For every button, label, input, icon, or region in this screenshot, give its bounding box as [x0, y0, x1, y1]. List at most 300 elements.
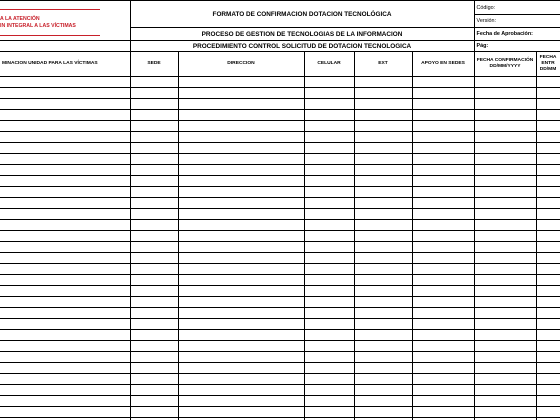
cell-unit-name[interactable] — [0, 165, 130, 176]
cell-fecha-confirmacion[interactable] — [474, 374, 536, 385]
cell-unit-name[interactable] — [0, 330, 130, 341]
table-row — [0, 341, 560, 352]
table-row — [0, 275, 560, 286]
cell-direccion[interactable] — [178, 176, 304, 187]
cell-apoyo-en-sedes[interactable] — [412, 319, 474, 330]
cell-fecha-confirmacion[interactable] — [474, 385, 536, 396]
cell-sede[interactable] — [130, 198, 178, 209]
table-row — [0, 209, 560, 220]
cell-fecha-entrega[interactable] — [536, 341, 560, 352]
cell-fecha-entrega[interactable] — [536, 77, 560, 88]
cell-sede[interactable] — [130, 275, 178, 286]
cell-direccion[interactable] — [178, 264, 304, 275]
cell-direccion[interactable] — [178, 385, 304, 396]
cell-celular[interactable] — [304, 319, 354, 330]
cell-celular[interactable] — [304, 297, 354, 308]
cell-apoyo-en-sedes[interactable] — [412, 198, 474, 209]
table-row — [0, 220, 560, 231]
cell-sede[interactable] — [130, 110, 178, 121]
cell-fecha-confirmacion[interactable] — [474, 165, 536, 176]
cell-ext[interactable] — [354, 176, 412, 187]
cell-ext[interactable] — [354, 352, 412, 363]
cell-fecha-confirmacion[interactable] — [474, 110, 536, 121]
cell-sede[interactable] — [130, 286, 178, 297]
cell-ext[interactable] — [354, 77, 412, 88]
column-header-fecha-confirmacion: FECHA CONFIRMACIÓN DD/MM/YYYY — [474, 52, 536, 77]
cell-sede[interactable] — [130, 308, 178, 319]
table-row — [0, 308, 560, 319]
cell-apoyo-en-sedes[interactable] — [412, 176, 474, 187]
process-title: PROCESO DE GESTION DE TECNOLOGIAS DE LA INFORMACION — [130, 28, 474, 41]
cell-direccion[interactable] — [178, 99, 304, 110]
cell-apoyo-en-sedes[interactable] — [412, 308, 474, 319]
cell-ext[interactable] — [354, 286, 412, 297]
cell-sede[interactable] — [130, 132, 178, 143]
cell-unit-name[interactable] — [0, 319, 130, 330]
cell-apoyo-en-sedes[interactable] — [412, 165, 474, 176]
column-header-fecha-entrega: FECHA ENTR DD/MM — [536, 52, 560, 77]
cell-fecha-entrega[interactable] — [536, 187, 560, 198]
cell-fecha-confirmacion[interactable] — [474, 363, 536, 374]
cell-ext[interactable] — [354, 198, 412, 209]
table-row — [0, 198, 560, 209]
cell-ext[interactable] — [354, 220, 412, 231]
cell-fecha-confirmacion[interactable] — [474, 297, 536, 308]
cell-ext[interactable] — [354, 88, 412, 99]
cell-sede[interactable] — [130, 176, 178, 187]
cell-fecha-confirmacion[interactable] — [474, 187, 536, 198]
cell-fecha-entrega[interactable] — [536, 165, 560, 176]
cell-apoyo-en-sedes[interactable] — [412, 110, 474, 121]
cell-celular[interactable] — [304, 385, 354, 396]
cell-sede[interactable] — [130, 363, 178, 374]
cell-celular[interactable] — [304, 253, 354, 264]
cell-direccion[interactable] — [178, 253, 304, 264]
column-header-row — [0, 52, 560, 77]
cell-ext[interactable] — [354, 143, 412, 154]
blank-cell — [0, 41, 130, 52]
cell-fecha-confirmacion[interactable] — [474, 396, 536, 407]
cell-celular[interactable] — [304, 242, 354, 253]
cell-unit-name[interactable] — [0, 297, 130, 308]
cell-direccion[interactable] — [178, 297, 304, 308]
cell-ext[interactable] — [354, 99, 412, 110]
cell-fecha-confirmacion[interactable] — [474, 209, 536, 220]
cell-apoyo-en-sedes[interactable] — [412, 341, 474, 352]
cell-apoyo-en-sedes[interactable] — [412, 396, 474, 407]
table-row — [0, 264, 560, 275]
cell-fecha-confirmacion[interactable] — [474, 220, 536, 231]
cell-ext[interactable] — [354, 330, 412, 341]
cell-fecha-entrega[interactable] — [536, 407, 560, 418]
cell-apoyo-en-sedes[interactable] — [412, 187, 474, 198]
cell-sede[interactable] — [130, 253, 178, 264]
cell-sede[interactable] — [130, 143, 178, 154]
cell-celular[interactable] — [304, 407, 354, 418]
cell-celular[interactable] — [304, 220, 354, 231]
cell-sede[interactable] — [130, 121, 178, 132]
cell-celular[interactable] — [304, 264, 354, 275]
version-label: Versión: — [474, 15, 560, 28]
cell-unit-name[interactable] — [0, 242, 130, 253]
cell-apoyo-en-sedes[interactable] — [412, 374, 474, 385]
cell-celular[interactable] — [304, 209, 354, 220]
cell-sede[interactable] — [130, 385, 178, 396]
cell-sede[interactable] — [130, 165, 178, 176]
cell-unit-name[interactable] — [0, 308, 130, 319]
cell-apoyo-en-sedes[interactable] — [412, 297, 474, 308]
cell-apoyo-en-sedes[interactable] — [412, 286, 474, 297]
cell-fecha-entrega[interactable] — [536, 220, 560, 231]
cell-unit-name[interactable] — [0, 385, 130, 396]
table-row — [0, 187, 560, 198]
cell-ext[interactable] — [354, 319, 412, 330]
cell-apoyo-en-sedes[interactable] — [412, 242, 474, 253]
cell-unit-name[interactable] — [0, 209, 130, 220]
table-row — [0, 154, 560, 165]
cell-direccion[interactable] — [178, 187, 304, 198]
cell-direccion[interactable] — [178, 77, 304, 88]
cell-sede[interactable] — [130, 264, 178, 275]
cell-fecha-entrega[interactable] — [536, 385, 560, 396]
cell-unit-name[interactable] — [0, 88, 130, 99]
cell-apoyo-en-sedes[interactable] — [412, 220, 474, 231]
cell-fecha-confirmacion[interactable] — [474, 352, 536, 363]
cell-fecha-entrega[interactable] — [536, 242, 560, 253]
cell-ext[interactable] — [354, 253, 412, 264]
cell-fecha-entrega[interactable] — [536, 154, 560, 165]
approval-date-label: Fecha de Aprobación: — [474, 28, 560, 41]
cell-direccion[interactable] — [178, 121, 304, 132]
cell-celular[interactable] — [304, 165, 354, 176]
cell-celular[interactable] — [304, 396, 354, 407]
cell-fecha-entrega[interactable] — [536, 297, 560, 308]
cell-fecha-confirmacion[interactable] — [474, 253, 536, 264]
cell-ext[interactable] — [354, 275, 412, 286]
cell-celular[interactable] — [304, 231, 354, 242]
cell-sede[interactable] — [130, 352, 178, 363]
cell-direccion[interactable] — [178, 110, 304, 121]
cell-fecha-confirmacion[interactable] — [474, 198, 536, 209]
table-row — [0, 363, 560, 374]
cell-sede[interactable] — [130, 99, 178, 110]
table-row — [0, 286, 560, 297]
cell-apoyo-en-sedes[interactable] — [412, 264, 474, 275]
cell-ext[interactable] — [354, 231, 412, 242]
cell-fecha-confirmacion[interactable] — [474, 99, 536, 110]
cell-fecha-confirmacion[interactable] — [474, 121, 536, 132]
cell-unit-name[interactable] — [0, 231, 130, 242]
cell-celular[interactable] — [304, 99, 354, 110]
cell-ext[interactable] — [354, 242, 412, 253]
cell-apoyo-en-sedes[interactable] — [412, 330, 474, 341]
table-row — [0, 396, 560, 407]
cell-unit-name[interactable] — [0, 99, 130, 110]
table-row — [0, 143, 560, 154]
column-header-sede: SEDE — [130, 52, 178, 77]
table-row — [0, 319, 560, 330]
logo-area — [0, 1, 130, 41]
cell-unit-name[interactable] — [0, 77, 130, 88]
table-row — [0, 88, 560, 99]
cell-apoyo-en-sedes[interactable] — [412, 143, 474, 154]
cell-celular[interactable] — [304, 176, 354, 187]
cell-fecha-confirmacion[interactable] — [474, 286, 536, 297]
cell-unit-name[interactable] — [0, 264, 130, 275]
cell-unit-name[interactable] — [0, 187, 130, 198]
cell-direccion[interactable] — [178, 88, 304, 99]
cell-fecha-entrega[interactable] — [536, 396, 560, 407]
cell-fecha-entrega[interactable] — [536, 231, 560, 242]
cell-unit-name[interactable] — [0, 341, 130, 352]
cell-fecha-entrega[interactable] — [536, 253, 560, 264]
cell-ext[interactable] — [354, 308, 412, 319]
cell-apoyo-en-sedes[interactable] — [412, 121, 474, 132]
cell-sede[interactable] — [130, 297, 178, 308]
cell-unit-name[interactable] — [0, 121, 130, 132]
cell-apoyo-en-sedes[interactable] — [412, 132, 474, 143]
table-row — [0, 374, 560, 385]
cell-celular[interactable] — [304, 275, 354, 286]
cell-unit-name[interactable] — [0, 176, 130, 187]
cell-unit-name[interactable] — [0, 363, 130, 374]
cell-fecha-entrega[interactable] — [536, 110, 560, 121]
cell-apoyo-en-sedes[interactable] — [412, 352, 474, 363]
cell-celular[interactable] — [304, 286, 354, 297]
cell-ext[interactable] — [354, 396, 412, 407]
cell-ext[interactable] — [354, 209, 412, 220]
cell-apoyo-en-sedes[interactable] — [412, 407, 474, 418]
cell-ext[interactable] — [354, 110, 412, 121]
cell-fecha-confirmacion[interactable] — [474, 242, 536, 253]
column-header-direccion: DIRECCION — [178, 52, 304, 77]
table-row — [0, 99, 560, 110]
table-row — [0, 132, 560, 143]
cell-direccion[interactable] — [178, 242, 304, 253]
table-row — [0, 176, 560, 187]
cell-unit-name[interactable] — [0, 374, 130, 385]
column-header-ext: EXT — [354, 52, 412, 77]
cell-unit-name[interactable] — [0, 220, 130, 231]
cell-unit-name[interactable] — [0, 132, 130, 143]
cell-ext[interactable] — [354, 407, 412, 418]
document-title: FORMATO DE CONFIRMACION DOTACION TECNOLÓGICA — [130, 1, 474, 28]
logo-bottom-rule — [0, 35, 100, 36]
cell-unit-name[interactable] — [0, 143, 130, 154]
cell-celular[interactable] — [304, 77, 354, 88]
cell-sede[interactable] — [130, 407, 178, 418]
cell-apoyo-en-sedes[interactable] — [412, 385, 474, 396]
cell-fecha-confirmacion[interactable] — [474, 143, 536, 154]
cell-direccion[interactable] — [178, 363, 304, 374]
cell-direccion[interactable] — [178, 330, 304, 341]
cell-fecha-entrega[interactable] — [536, 132, 560, 143]
cell-sede[interactable] — [130, 374, 178, 385]
cell-fecha-confirmacion[interactable] — [474, 330, 536, 341]
cell-unit-name[interactable] — [0, 396, 130, 407]
cell-direccion[interactable] — [178, 352, 304, 363]
cell-fecha-confirmacion[interactable] — [474, 308, 536, 319]
cell-apoyo-en-sedes[interactable] — [412, 154, 474, 165]
codigo-label: Código: — [474, 1, 560, 15]
cell-sede[interactable] — [130, 319, 178, 330]
cell-ext[interactable] — [354, 165, 412, 176]
table-row — [0, 77, 560, 88]
cell-celular[interactable] — [304, 187, 354, 198]
column-header-celular: CELULAR — [304, 52, 354, 77]
table-row — [0, 297, 560, 308]
cell-apoyo-en-sedes[interactable] — [412, 275, 474, 286]
cell-sede[interactable] — [130, 88, 178, 99]
cell-sede[interactable] — [130, 396, 178, 407]
cell-direccion[interactable] — [178, 275, 304, 286]
cell-direccion[interactable] — [178, 286, 304, 297]
cell-celular[interactable] — [304, 143, 354, 154]
cell-celular[interactable] — [304, 110, 354, 121]
cell-ext[interactable] — [354, 132, 412, 143]
cell-unit-name[interactable] — [0, 275, 130, 286]
cell-direccion[interactable] — [178, 209, 304, 220]
cell-fecha-confirmacion[interactable] — [474, 231, 536, 242]
cell-fecha-entrega[interactable] — [536, 275, 560, 286]
cell-celular[interactable] — [304, 363, 354, 374]
cell-sede[interactable] — [130, 242, 178, 253]
logo-line-2: IN INTEGRAL A LAS VÍCTIMAS — [0, 23, 76, 29]
cell-unit-name[interactable] — [0, 198, 130, 209]
cell-apoyo-en-sedes[interactable] — [412, 99, 474, 110]
cell-fecha-entrega[interactable] — [536, 264, 560, 275]
cell-unit-name[interactable] — [0, 286, 130, 297]
cell-fecha-entrega[interactable] — [536, 319, 560, 330]
cell-celular[interactable] — [304, 330, 354, 341]
cell-fecha-confirmacion[interactable] — [474, 132, 536, 143]
table-row — [0, 407, 560, 418]
procedure-title: PROCEDIMIENTO CONTROL SOLICITUD DE DOTACION TECNOLOGICA — [130, 41, 474, 52]
cell-unit-name[interactable] — [0, 110, 130, 121]
cell-apoyo-en-sedes[interactable] — [412, 77, 474, 88]
cell-ext[interactable] — [354, 154, 412, 165]
cell-fecha-entrega[interactable] — [536, 374, 560, 385]
cell-apoyo-en-sedes[interactable] — [412, 209, 474, 220]
cell-celular[interactable] — [304, 154, 354, 165]
cell-fecha-confirmacion[interactable] — [474, 275, 536, 286]
column-header-unit-name: MINACION UNIDAD PARA LAS VÍCTIMAS — [0, 52, 130, 77]
cell-celular[interactable] — [304, 374, 354, 385]
cell-fecha-confirmacion[interactable] — [474, 88, 536, 99]
cell-direccion[interactable] — [178, 165, 304, 176]
cell-sede[interactable] — [130, 154, 178, 165]
cell-direccion[interactable] — [178, 319, 304, 330]
cell-fecha-confirmacion[interactable] — [474, 341, 536, 352]
cell-fecha-entrega[interactable] — [536, 88, 560, 99]
table-row — [0, 165, 560, 176]
cell-celular[interactable] — [304, 121, 354, 132]
cell-celular[interactable] — [304, 352, 354, 363]
cell-direccion[interactable] — [178, 154, 304, 165]
cell-fecha-confirmacion[interactable] — [474, 407, 536, 418]
cell-fecha-entrega[interactable] — [536, 363, 560, 374]
logo-line-1: A LA ATENCIÓN — [0, 16, 40, 22]
cell-sede[interactable] — [130, 341, 178, 352]
cell-fecha-entrega[interactable] — [536, 209, 560, 220]
cell-fecha-confirmacion[interactable] — [474, 77, 536, 88]
cell-fecha-entrega[interactable] — [536, 308, 560, 319]
page-label: Pág: — [474, 41, 560, 52]
logo-top-rule — [0, 9, 100, 10]
cell-fecha-confirmacion[interactable] — [474, 319, 536, 330]
cell-ext[interactable] — [354, 297, 412, 308]
cell-apoyo-en-sedes[interactable] — [412, 253, 474, 264]
cell-direccion[interactable] — [178, 132, 304, 143]
cell-direccion[interactable] — [178, 220, 304, 231]
cell-direccion[interactable] — [178, 341, 304, 352]
cell-ext[interactable] — [354, 341, 412, 352]
cell-direccion[interactable] — [178, 231, 304, 242]
cell-celular[interactable] — [304, 341, 354, 352]
cell-fecha-entrega[interactable] — [536, 330, 560, 341]
cell-apoyo-en-sedes[interactable] — [412, 363, 474, 374]
cell-sede[interactable] — [130, 209, 178, 220]
table-row — [0, 253, 560, 264]
cell-fecha-entrega[interactable] — [536, 143, 560, 154]
cell-unit-name[interactable] — [0, 154, 130, 165]
cell-celular[interactable] — [304, 308, 354, 319]
table-row — [0, 385, 560, 396]
cell-direccion[interactable] — [178, 396, 304, 407]
cell-sede[interactable] — [130, 330, 178, 341]
cell-ext[interactable] — [354, 187, 412, 198]
cell-direccion[interactable] — [178, 308, 304, 319]
cell-sede[interactable] — [130, 231, 178, 242]
cell-fecha-confirmacion[interactable] — [474, 154, 536, 165]
cell-direccion[interactable] — [178, 198, 304, 209]
cell-unit-name[interactable] — [0, 352, 130, 363]
cell-fecha-entrega[interactable] — [536, 286, 560, 297]
cell-fecha-confirmacion[interactable] — [474, 176, 536, 187]
cell-apoyo-en-sedes[interactable] — [412, 231, 474, 242]
cell-sede[interactable] — [130, 77, 178, 88]
cell-ext[interactable] — [354, 264, 412, 275]
cell-celular[interactable] — [304, 132, 354, 143]
cell-fecha-entrega[interactable] — [536, 99, 560, 110]
cell-apoyo-en-sedes[interactable] — [412, 88, 474, 99]
cell-unit-name[interactable] — [0, 407, 130, 418]
cell-ext[interactable] — [354, 121, 412, 132]
cell-direccion[interactable] — [178, 374, 304, 385]
table-row — [0, 231, 560, 242]
table-row — [0, 330, 560, 341]
cell-fecha-entrega[interactable] — [536, 121, 560, 132]
cell-celular[interactable] — [304, 198, 354, 209]
cell-fecha-entrega[interactable] — [536, 352, 560, 363]
cell-unit-name[interactable] — [0, 253, 130, 264]
column-header-apoyo-en-sedes: APOYO EN SEDES — [412, 52, 474, 77]
cell-celular[interactable] — [304, 88, 354, 99]
cell-ext[interactable] — [354, 374, 412, 385]
cell-fecha-entrega[interactable] — [536, 176, 560, 187]
cell-sede[interactable] — [130, 187, 178, 198]
cell-sede[interactable] — [130, 220, 178, 231]
cell-ext[interactable] — [354, 363, 412, 374]
cell-fecha-entrega[interactable] — [536, 198, 560, 209]
table-row — [0, 110, 560, 121]
cell-ext[interactable] — [354, 385, 412, 396]
organization-logo-text — [0, 16, 76, 30]
cell-fecha-confirmacion[interactable] — [474, 264, 536, 275]
table-row — [0, 352, 560, 363]
cell-direccion[interactable] — [178, 143, 304, 154]
cell-direccion[interactable] — [178, 407, 304, 418]
